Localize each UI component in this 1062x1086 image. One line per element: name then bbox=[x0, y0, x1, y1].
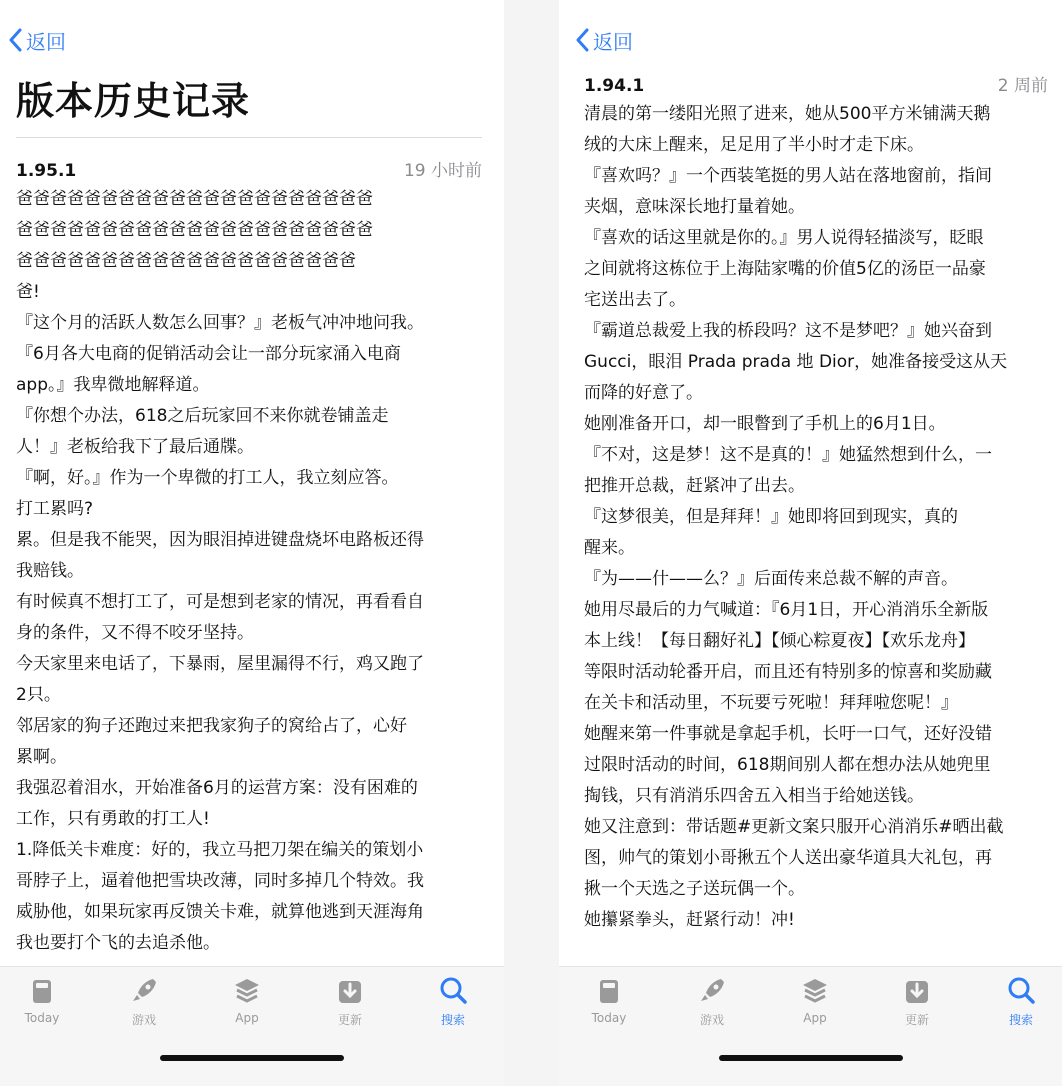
note-line: 有时候真不想打工了，可是想到老家的情况，再看看自 bbox=[16, 592, 424, 612]
tab-games-label: 游戏 bbox=[131, 1013, 156, 1027]
note-line: 『这个月的活跃人数怎么回事？』老板气冲冲地问我。 bbox=[16, 313, 424, 333]
tab-apps-label: App bbox=[803, 1011, 827, 1025]
note-line: 工作，只有勇敢的打工人! bbox=[16, 809, 210, 829]
version-header bbox=[16, 156, 482, 181]
note-line: 过限时活动的时间，618期间别人都在想办法从她兜里 bbox=[584, 755, 991, 775]
page-title: 版本历史记录 bbox=[16, 79, 251, 123]
note-line: Gucci，眼泪 Prada prada 地 Dior，她准备接受这从天 bbox=[584, 352, 1008, 372]
note-line: 『这梦很美，但是拜拜！』她即将回到现实，真的 bbox=[584, 507, 958, 527]
note-line: 爸爸爸爸爸爸爸爸爸爸爸爸爸爸爸爸爸爸爸爸 bbox=[16, 251, 356, 271]
note-line: 绒的大床上醒来，足足用了半小时才走下床。 bbox=[584, 135, 924, 155]
note-line: 本上线！【每日翻好礼】【倾心粽夏夜】【欢乐龙舟】 bbox=[584, 631, 975, 651]
note-line: 把推开总裁，赶紧冲了出去。 bbox=[584, 476, 805, 496]
note-line: 『不对，这是梦！这不是真的！』她猛然想到什么，一 bbox=[584, 445, 992, 465]
download-icon bbox=[335, 975, 365, 1007]
note-line: 夹烟，意味深长地打量着她。 bbox=[584, 197, 805, 217]
version-time: 19 小时前 bbox=[403, 161, 482, 181]
note-line: app。』我卑微地解释道。 bbox=[16, 375, 210, 395]
version-time: 2 周前 bbox=[997, 76, 1048, 96]
tab-updates[interactable] bbox=[882, 975, 952, 1028]
today-icon bbox=[27, 975, 57, 1007]
version-number: 1.94.1 bbox=[584, 76, 645, 96]
back-label: 返回 bbox=[593, 29, 633, 54]
rocket-icon bbox=[129, 975, 159, 1007]
note-line: 人！』老板给我下了最后通牒。 bbox=[16, 437, 254, 457]
release-notes bbox=[584, 99, 1048, 936]
note-line: 打工累吗? bbox=[16, 499, 94, 519]
note-line: 在关卡和活动里，不玩要亏死啦！拜拜啦您呢！』 bbox=[584, 693, 958, 713]
note-line: 爸爸爸爸爸爸爸爸爸爸爸爸爸爸爸爸爸爸爸爸爸 bbox=[16, 189, 373, 209]
tab-bar bbox=[559, 966, 1062, 1086]
note-line: 今天家里来电话了，下暴雨，屋里漏得不行，鸡又跑了 bbox=[16, 654, 424, 674]
tab-search-label: 搜索 bbox=[1008, 1013, 1033, 1027]
note-line: 威胁他，如果玩家再反馈关卡难，就算他逃到天涯海角 bbox=[16, 902, 424, 922]
note-line: 『喜欢的话这里就是你的。』男人说得轻描淡写，眨眼 bbox=[584, 228, 984, 248]
tab-games[interactable] bbox=[109, 975, 179, 1028]
note-line: 『为——什——么？』后面传来总裁不解的声音。 bbox=[584, 569, 958, 589]
right-screen bbox=[559, 0, 1062, 1086]
note-line: 图，帅气的策划小哥揪五个人送出豪华道具大礼包，再 bbox=[584, 848, 992, 868]
note-line: 爸! bbox=[16, 282, 40, 302]
note-line: 『喜欢吗？』一个西装笔挺的男人站在落地窗前，指间 bbox=[584, 166, 992, 186]
note-line: 她醒来第一件事就是拿起手机，长吁一口气，还好没错 bbox=[584, 724, 992, 744]
tab-apps[interactable] bbox=[780, 975, 850, 1025]
tab-search[interactable] bbox=[986, 975, 1056, 1028]
tab-search[interactable] bbox=[418, 975, 488, 1028]
note-line: 我赔钱。 bbox=[16, 561, 84, 581]
note-line: 揪一个天选之子送玩偶一个。 bbox=[584, 879, 805, 899]
note-line: 哥脖子上，逼着他把雪块改薄，同时多掉几个特效。我 bbox=[16, 871, 424, 891]
note-line: 邻居家的狗子还跑过来把我家狗子的窝给占了，心好 bbox=[16, 716, 407, 736]
divider bbox=[16, 137, 482, 138]
rocket-icon bbox=[697, 975, 727, 1007]
tab-apps-label: App bbox=[235, 1011, 259, 1025]
home-indicator[interactable] bbox=[719, 1055, 903, 1061]
search-icon bbox=[1006, 975, 1036, 1007]
today-icon bbox=[594, 975, 624, 1007]
note-line: 『你想个办法，618之后玩家回不来你就卷铺盖走 bbox=[16, 406, 389, 426]
note-line: 『霸道总裁爱上我的桥段吗？这不是梦吧？』她兴奋到 bbox=[584, 321, 992, 341]
note-line: 爸爸爸爸爸爸爸爸爸爸爸爸爸爸爸爸爸爸爸爸爸 bbox=[16, 220, 373, 240]
version-header bbox=[584, 71, 1048, 96]
tab-updates[interactable] bbox=[315, 975, 385, 1028]
tab-today-label: Today bbox=[591, 1011, 627, 1025]
note-line: 宅送出去了。 bbox=[584, 290, 686, 310]
note-line: 她刚准备开口，却一眼瞥到了手机上的6月1日。 bbox=[584, 414, 946, 434]
note-line: 我也要打个飞的去追杀他。 bbox=[16, 933, 220, 953]
home-indicator[interactable] bbox=[160, 1055, 344, 1061]
note-line: 清晨的第一缕阳光照了进来，她从500平方米铺满天鹅 bbox=[584, 104, 991, 124]
note-line: 她用尽最后的力气喊道：『6月1日，开心消消乐全新版 bbox=[584, 600, 989, 620]
note-line: 掏钱，只有消消乐四舍五入相当于给她送钱。 bbox=[584, 786, 924, 806]
search-icon bbox=[438, 975, 468, 1007]
chevron-left-icon bbox=[575, 28, 589, 52]
note-line: 累啊。 bbox=[16, 747, 67, 767]
version-number: 1.95.1 bbox=[16, 161, 77, 181]
note-line: 等限时活动轮番开启，而且还有特别多的惊喜和奖励藏 bbox=[584, 662, 992, 682]
download-icon bbox=[902, 975, 932, 1007]
note-line: 之间就将这栋位于上海陆家嘴的价值5亿的汤臣一品豪 bbox=[584, 259, 986, 279]
left-screen bbox=[0, 0, 504, 1086]
layers-icon bbox=[800, 975, 830, 1007]
tab-games-label: 游戏 bbox=[699, 1013, 724, 1027]
note-line: 2只。 bbox=[16, 685, 61, 705]
release-notes bbox=[16, 184, 482, 959]
back-label: 返回 bbox=[26, 29, 66, 54]
note-line: 醒来。 bbox=[584, 538, 635, 558]
tab-games[interactable] bbox=[677, 975, 747, 1028]
note-line: 『6月各大电商的促销活动会让一部分玩家涌入电商 bbox=[16, 344, 401, 364]
back-button[interactable] bbox=[8, 25, 66, 55]
layers-icon bbox=[232, 975, 262, 1007]
chevron-left-icon bbox=[8, 28, 22, 52]
note-line: 1.降低关卡难度：好的，我立马把刀架在编关的策划小 bbox=[16, 840, 424, 860]
tab-today[interactable] bbox=[7, 975, 77, 1025]
tab-search-label: 搜索 bbox=[440, 1013, 465, 1027]
tab-apps[interactable] bbox=[212, 975, 282, 1025]
tab-updates-label: 更新 bbox=[904, 1013, 929, 1027]
note-line: 累。但是我不能哭，因为眼泪掉进键盘烧坏电路板还得 bbox=[16, 530, 424, 550]
tab-today[interactable] bbox=[574, 975, 644, 1025]
tab-today-label: Today bbox=[24, 1011, 60, 1025]
note-line: 她攥紧拳头，赶紧行动！冲! bbox=[584, 910, 795, 930]
note-line: 她又注意到：带话题#更新文案只服开心消消乐#晒出截 bbox=[584, 817, 1004, 837]
note-line: 『啊，好。』作为一个卑微的打工人，我立刻应答。 bbox=[16, 468, 399, 488]
note-line: 我强忍着泪水，开始准备6月的运营方案：没有困难的 bbox=[16, 778, 418, 798]
tab-updates-label: 更新 bbox=[337, 1013, 362, 1027]
back-button[interactable] bbox=[575, 25, 633, 55]
tab-bar bbox=[0, 966, 504, 1086]
note-line: 而降的好意了。 bbox=[584, 383, 703, 403]
note-line: 身的条件，又不得不咬牙坚持。 bbox=[16, 623, 254, 643]
